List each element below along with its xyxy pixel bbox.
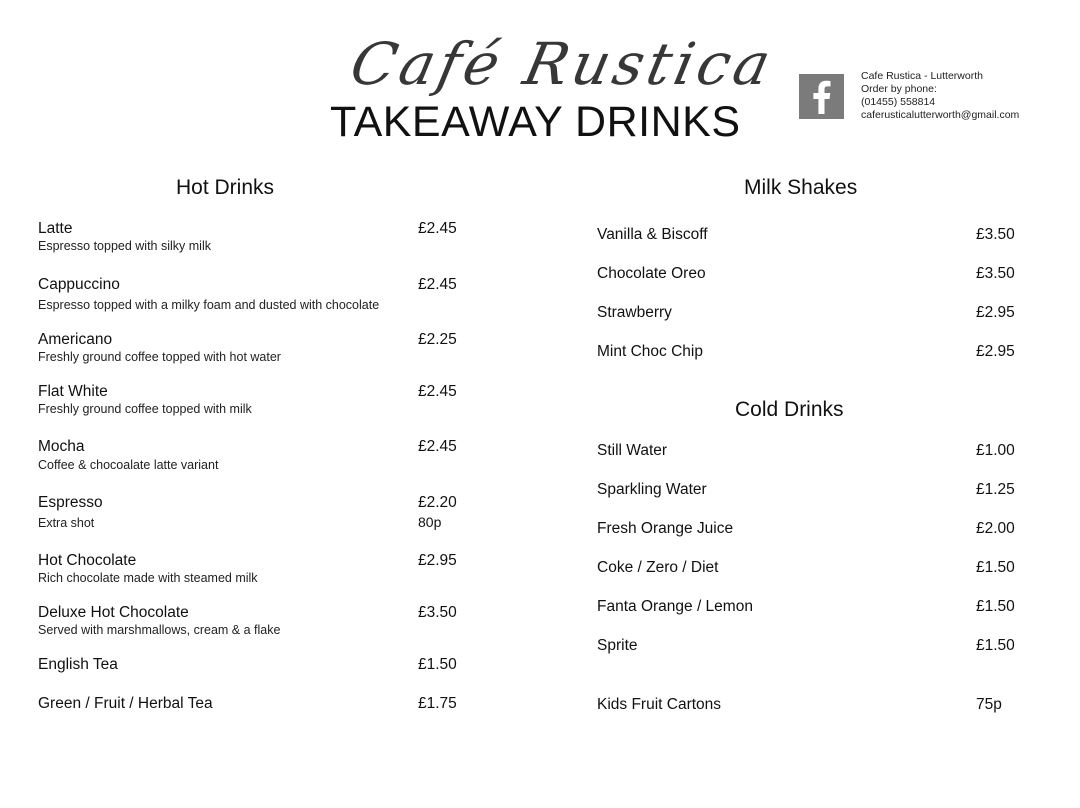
item-price: £2.20 [418, 494, 457, 511]
item-name: Kids Fruit Cartons [597, 696, 722, 713]
item-price: £3.50 [976, 226, 1015, 243]
item-desc: Coffee & chocoalate latte variant [38, 458, 219, 472]
facebook-icon[interactable] [799, 74, 844, 119]
page-title: TAKEAWAY DRINKS [330, 98, 741, 146]
item-price: £2.00 [976, 520, 1015, 537]
item-name: Green / Fruit / Herbal Tea [38, 695, 213, 712]
item-desc: Espresso topped with silky milk [38, 239, 211, 253]
item-name: Still Water [597, 442, 668, 459]
item-name: Latte [38, 220, 73, 237]
item-desc: Extra shot [38, 516, 95, 530]
item-price: £1.50 [976, 637, 1015, 654]
item-name: Mint Choc Chip [597, 343, 703, 360]
item-name: Coke / Zero / Diet [597, 559, 719, 576]
item-name: Strawberry [597, 304, 672, 321]
item-name: Vanilla & Biscoff [597, 226, 708, 243]
item-name: Fresh Orange Juice [597, 520, 734, 537]
item-name: Fanta Orange / Lemon [597, 598, 753, 615]
item-name: Flat White [38, 383, 108, 400]
item-price: £2.95 [976, 343, 1015, 360]
item-name: English Tea [38, 656, 118, 673]
item-name: Americano [38, 331, 113, 348]
item-name: Deluxe Hot Chocolate [38, 604, 189, 621]
item-price: £2.45 [418, 383, 457, 400]
item-price: £2.45 [418, 276, 457, 293]
cold-drinks-heading: Cold Drinks [735, 398, 844, 421]
item-desc: Espresso topped with a milky foam and dusted with chocolate [38, 298, 380, 312]
item-price: £1.50 [976, 559, 1015, 576]
item-extra-price: 80p [418, 514, 442, 530]
item-desc: Rich chocolate made with steamed milk [38, 571, 258, 585]
item-price: £1.75 [418, 695, 457, 712]
item-name: Sparkling Water [597, 481, 707, 498]
item-price: £2.25 [418, 331, 457, 348]
contact-order-label: Order by phone: [861, 83, 937, 95]
item-desc: Served with marshmallows, cream & a flake [38, 623, 281, 637]
item-price: £1.00 [976, 442, 1015, 459]
hot-drinks-heading: Hot Drinks [176, 176, 275, 199]
item-price: £2.45 [418, 220, 457, 237]
item-price: £1.50 [976, 598, 1015, 615]
item-desc: Freshly ground coffee topped with hot water [38, 350, 281, 364]
item-price: £2.95 [976, 304, 1015, 321]
cafe-logo-script: Café Rustica [344, 30, 781, 98]
milk-shakes-heading: Milk Shakes [744, 176, 858, 199]
item-price: £2.45 [418, 438, 457, 455]
item-price: £1.50 [418, 656, 457, 673]
contact-phone[interactable]: (01455) 558814 [861, 96, 936, 108]
item-name: Cappuccino [38, 276, 120, 293]
item-price: £3.50 [418, 604, 457, 621]
item-name: Mocha [38, 438, 85, 455]
item-name: Espresso [38, 494, 103, 511]
item-price: £1.25 [976, 481, 1015, 498]
item-desc: Freshly ground coffee topped with milk [38, 402, 252, 416]
item-name: Chocolate Oreo [597, 265, 706, 282]
contact-email[interactable]: caferusticalutterworth@gmail.com [861, 109, 1020, 121]
item-price: £3.50 [976, 265, 1015, 282]
contact-cafe-name: Cafe Rustica - Lutterworth [861, 70, 983, 82]
item-name: Sprite [597, 637, 638, 654]
item-price: 75p [976, 696, 1002, 713]
item-name: Hot Chocolate [38, 552, 137, 569]
item-price: £2.95 [418, 552, 457, 569]
contact-info [861, 70, 1019, 122]
